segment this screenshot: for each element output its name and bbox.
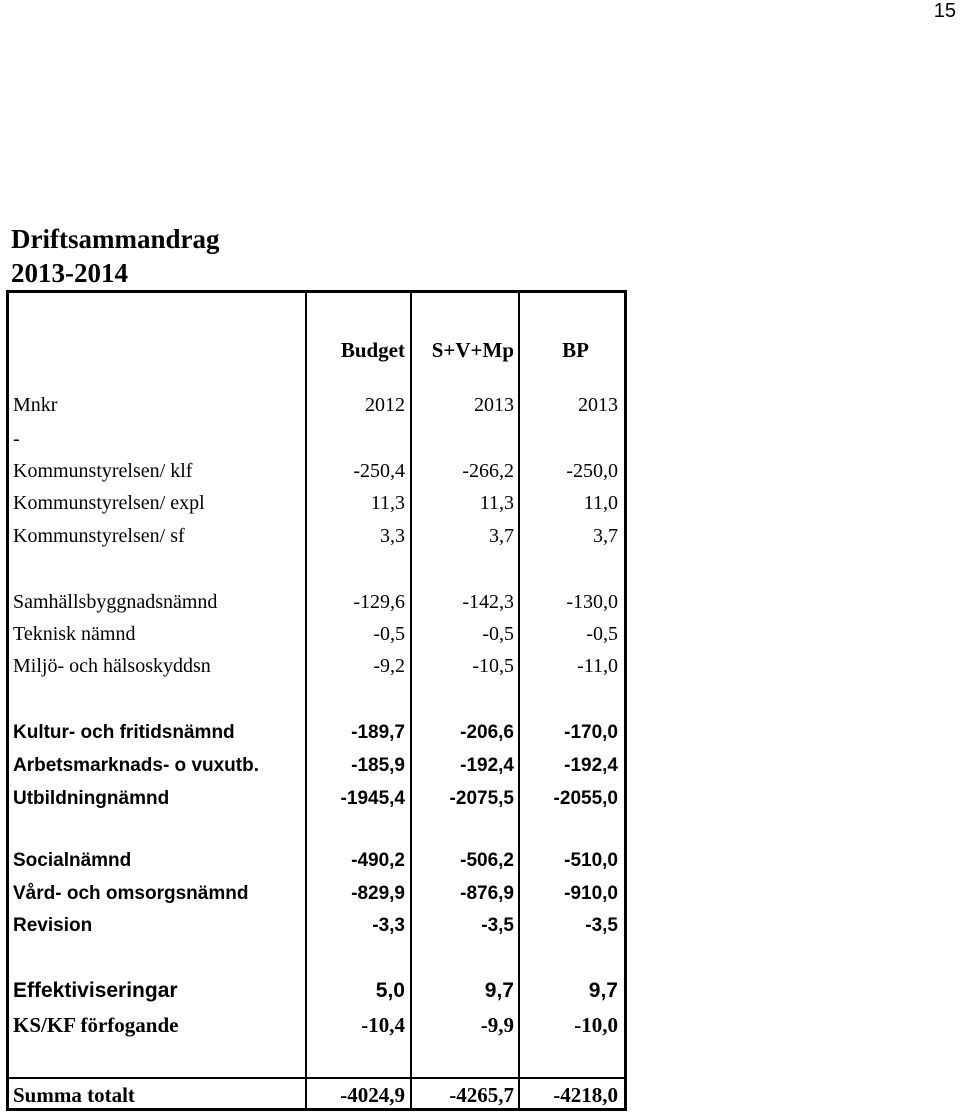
row-value-budget-2012: -250,4 <box>353 460 405 482</box>
row-value-bp-2013: -250,0 <box>566 460 618 482</box>
row-value-budget-2012: -129,6 <box>353 591 405 613</box>
row-value-budget-2012: -10,4 <box>361 1013 405 1037</box>
title-line-1: Driftsammandrag <box>11 224 220 254</box>
title-line-2: 2013-2014 <box>11 258 128 288</box>
row-label: Effektiviseringar <box>13 979 178 1002</box>
total-value-budget-2012: -4024,9 <box>340 1083 405 1107</box>
row-value-budget-2012: 5,0 <box>375 979 405 1002</box>
dash-marker: - <box>13 428 20 450</box>
row-value-budget-2012: -829,9 <box>351 883 405 904</box>
page-title <box>11 222 219 290</box>
row-value-svmp-2013: 11,3 <box>479 492 514 514</box>
row-value-svmp-2013: -266,2 <box>462 460 514 482</box>
row-label: Teknisk nämnd <box>13 623 136 645</box>
row-value-budget-2012: -189,7 <box>351 722 405 743</box>
row-value-svmp-2013: -0,5 <box>482 623 514 645</box>
header-svmp: S+V+Mp <box>431 338 514 362</box>
row-value-svmp-2013: -9,9 <box>480 1013 514 1037</box>
total-value-bp-2013: -4218,0 <box>553 1083 618 1107</box>
row-value-budget-2012: -490,2 <box>351 850 405 871</box>
row-value-budget-2012: -3,3 <box>372 915 405 936</box>
row-value-bp-2013: 11,0 <box>583 492 618 514</box>
row-label: Vård- och omsorgsnämnd <box>13 883 249 904</box>
row-value-svmp-2013: 9,7 <box>484 979 514 1002</box>
row-value-bp-2013: -192,4 <box>564 755 618 776</box>
row-value-svmp-2013: -10,5 <box>472 655 514 677</box>
row-value-svmp-2013: -2075,5 <box>449 788 514 809</box>
row-label: Utbildningnämnd <box>13 788 170 809</box>
header-bp: BP <box>562 338 589 362</box>
row-value-svmp-2013: -506,2 <box>460 850 514 871</box>
column-divider <box>410 290 412 1111</box>
header-year: 2013 <box>578 394 618 416</box>
row-value-svmp-2013: -206,6 <box>460 722 514 743</box>
row-value-bp-2013: -2055,0 <box>553 788 618 809</box>
row-label: Miljö- och hälsoskyddsn <box>13 655 211 677</box>
row-value-budget-2012: 3,3 <box>380 525 405 547</box>
row-value-bp-2013: -11,0 <box>577 655 618 677</box>
header-budget: Budget <box>340 338 405 362</box>
header-year: 2013 <box>474 394 514 416</box>
table-border-bottom <box>6 1108 627 1111</box>
row-value-svmp-2013: -3,5 <box>481 915 514 936</box>
row-value-budget-2012: -0,5 <box>373 623 405 645</box>
row-label: Kultur- och fritidsnämnd <box>13 722 235 743</box>
page-number: 15 <box>933 0 956 22</box>
row-value-bp-2013: -170,0 <box>564 722 618 743</box>
row-value-bp-2013: -910,0 <box>564 883 618 904</box>
column-divider <box>305 290 307 1111</box>
row-value-budget-2012: 11,3 <box>370 492 405 514</box>
table-border-left <box>6 290 9 1111</box>
table-border-top <box>6 290 627 293</box>
row-value-bp-2013: 9,7 <box>588 979 618 1002</box>
total-row-divider <box>6 1077 627 1079</box>
row-label: Kommunstyrelsen/ sf <box>13 525 185 547</box>
row-value-budget-2012: -1945,4 <box>340 788 405 809</box>
row-value-bp-2013: -10,0 <box>574 1013 618 1037</box>
header-year: 2012 <box>365 394 405 416</box>
row-value-svmp-2013: -192,4 <box>460 755 514 776</box>
row-value-svmp-2013: -876,9 <box>460 883 514 904</box>
row-value-svmp-2013: -142,3 <box>462 591 514 613</box>
column-divider <box>518 290 520 1111</box>
row-label: Revision <box>13 915 93 936</box>
row-label: Arbetsmarknads- o vuxutb. <box>13 755 259 776</box>
row-value-bp-2013: -130,0 <box>566 591 618 613</box>
total-label: Summa totalt <box>13 1083 135 1107</box>
table-border-right <box>624 290 627 1111</box>
row-value-bp-2013: -510,0 <box>564 850 618 871</box>
row-value-bp-2013: 3,7 <box>593 525 618 547</box>
row-label: Socialnämnd <box>13 850 132 871</box>
row-value-budget-2012: -9,2 <box>373 655 405 677</box>
row-label: Samhällsbyggnadsnämnd <box>13 591 218 613</box>
row-value-svmp-2013: 3,7 <box>489 525 514 547</box>
row-value-budget-2012: -185,9 <box>351 755 405 776</box>
row-label: KS/KF förfogande <box>13 1013 179 1037</box>
row-label: Kommunstyrelsen/ expl <box>13 492 205 514</box>
row-value-bp-2013: -3,5 <box>585 915 618 936</box>
total-value-svmp-2013: -4265,7 <box>449 1083 514 1107</box>
row-value-bp-2013: -0,5 <box>586 623 618 645</box>
header-unit-label: Mnkr <box>13 394 58 416</box>
row-label: Kommunstyrelsen/ klf <box>13 460 193 482</box>
